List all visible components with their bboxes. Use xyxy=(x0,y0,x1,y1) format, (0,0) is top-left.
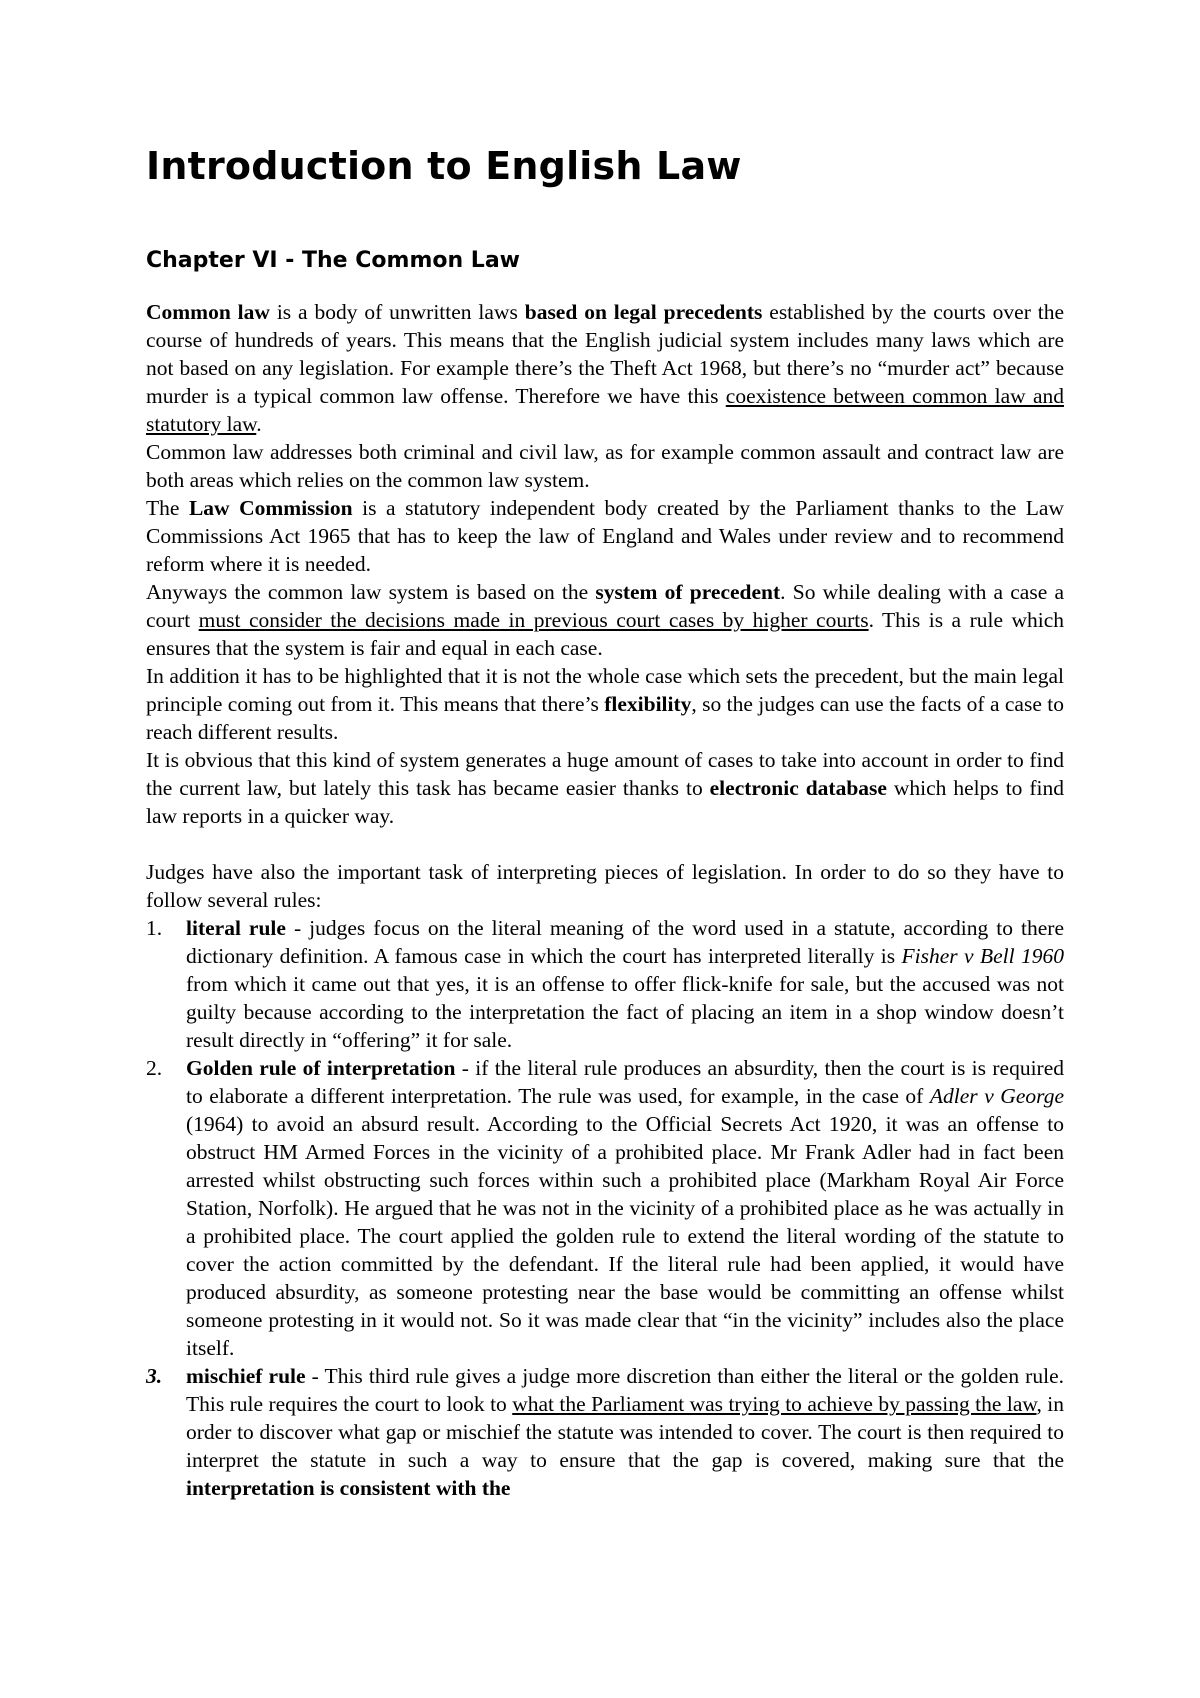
text-run: from which it came out that yes, it is an offense to offer flick-knife for sale, but the accused was not guilty because according to the interpretation the fact of placing an item in a shop window doesn’t result directly in “offering” it for sale. xyxy=(186,972,1064,1052)
underlined-phrase: coexistence between common law and statutory law xyxy=(146,384,1064,436)
bold-term: system of precedent xyxy=(595,580,781,604)
bold-term: electronic database xyxy=(709,776,887,800)
bold-term: flexibility xyxy=(604,692,692,716)
text-run: which helps to find law reports in a quicker way. xyxy=(146,776,1064,828)
case-citation: Adler v George xyxy=(929,1084,1064,1108)
text-run: - This third rule gives a judge more discretion than either the literal or the golden rule. This rule requires the court to look to xyxy=(186,1364,1064,1416)
paragraph-electronic-database xyxy=(146,746,1064,830)
text-run: , in order to discover what gap or mischief the statute was intended to cover. The court is then required to interpret the statute in such a way to ensure that the gap is covered, making sure that the xyxy=(186,1392,1064,1472)
document-content xyxy=(146,140,1064,1502)
bold-term: Common law xyxy=(146,300,270,324)
bold-term: interpretation is consistent with the xyxy=(186,1476,511,1500)
list-item-mischief-rule xyxy=(146,1362,1064,1502)
text-run: The xyxy=(146,496,189,520)
paragraph-system-of-precedent xyxy=(146,578,1064,662)
list-number: 2. xyxy=(146,1056,163,1080)
text-run: - if the literal rule produces an absurdity, then the court is is required to elaborate a different interpretation. The rule was used, for example, in the case of xyxy=(186,1056,1064,1108)
interpretation-rules-list xyxy=(146,914,1064,1502)
text-run: established by the courts over the course of hundreds of years. This means that the English judicial system includes many laws which are not based on any legislation. For example there’s the Theft Act 1968, but there’s no “murder act” because murder is a typical common law offense. Therefore we have this xyxy=(146,300,1064,408)
bold-term: Law Commission xyxy=(188,496,353,520)
list-item-literal-rule xyxy=(146,914,1064,1054)
paragraph-flexibility xyxy=(146,662,1064,746)
rule-name: literal rule xyxy=(186,916,286,940)
text-run: . This is a rule which ensures that the system is fair and equal in each case. xyxy=(146,608,1065,660)
text-run: , so the judges can use the facts of a case to reach different results. xyxy=(146,692,1064,744)
underlined-phrase: must consider the decisions made in previous court cases by higher courts xyxy=(198,608,869,632)
paragraph-law-commission xyxy=(146,494,1064,578)
text-run: is a statutory independent body created by the Parliament thanks to the Law Commissions Act 1965 that has to keep the law of England and Wales under review and to recommend reform where it is needed. xyxy=(146,496,1064,576)
chapter-heading: Chapter VI - The Common Law xyxy=(146,248,520,273)
text-run: (1964) to avoid an absurd result. According to the Official Secrets Act 1920, it was an offense to obstruct HM Armed Forces in the vicinity of a prohibited place. Mr Frank Adler had in fact been arrested whilst obstructing such forces within such a prohibited place (Markham Royal Air Force Station, Norfolk). He argued that he was not in the vicinity of a prohibited place as he was actually in a prohibited place. The court applied the golden rule to extend the literal wording of the statute to cover the action committed by the defendant. If the literal rule had been applied, it would have produced absurdity, as someone protesting near the base would be committing an offense whilst someone protesting in it would not. So it was made clear that “in the vicinity” includes also the place itself. xyxy=(186,1112,1064,1360)
text-run: In addition it has to be highlighted that it is not the whole case which sets the precedent, but the main legal principle coming out from it. This means that there’s xyxy=(146,664,1064,716)
case-citation: Fisher v Bell 1960 xyxy=(901,944,1064,968)
text-run: Anyways the common law system is based on the xyxy=(146,580,596,604)
underlined-phrase: what the Parliament was trying to achieve by passing the law xyxy=(512,1392,1037,1416)
text-run: . xyxy=(256,412,262,436)
text-run: . So while dealing with a case a court xyxy=(146,580,1065,632)
paragraph-interpretation-intro: Judges have also the important task of interpreting pieces of legislation. In order to do so they have to follow several rules: xyxy=(146,860,1064,912)
text-run: is a body of unwritten laws xyxy=(269,300,525,324)
paragraph-criminal-civil: Common law addresses both criminal and civil law, as for example common assault and contract law are both areas which relies on the common law system. xyxy=(146,440,1064,492)
body-text xyxy=(146,298,1064,1502)
list-item-golden-rule xyxy=(146,1054,1064,1362)
text-run: - judges focus on the literal meaning of the word used in a statute, according to there dictionary definition. A famous case in which the court has interpreted literally is xyxy=(186,916,1064,968)
paragraph-gap xyxy=(146,830,1064,858)
bold-term: based on legal precedents xyxy=(524,300,763,324)
paragraph-common-law-definition xyxy=(146,298,1064,438)
document-title: Introduction to English Law xyxy=(146,144,742,188)
rule-name: Golden rule of interpretation xyxy=(186,1056,456,1080)
list-number: 3. xyxy=(146,1364,163,1388)
text-run: It is obvious that this kind of system generates a huge amount of cases to take into account in order to find the current law, but lately this task has became easier thanks to xyxy=(146,748,1064,800)
rule-name: mischief rule xyxy=(186,1364,306,1388)
list-number: 1. xyxy=(146,916,163,940)
